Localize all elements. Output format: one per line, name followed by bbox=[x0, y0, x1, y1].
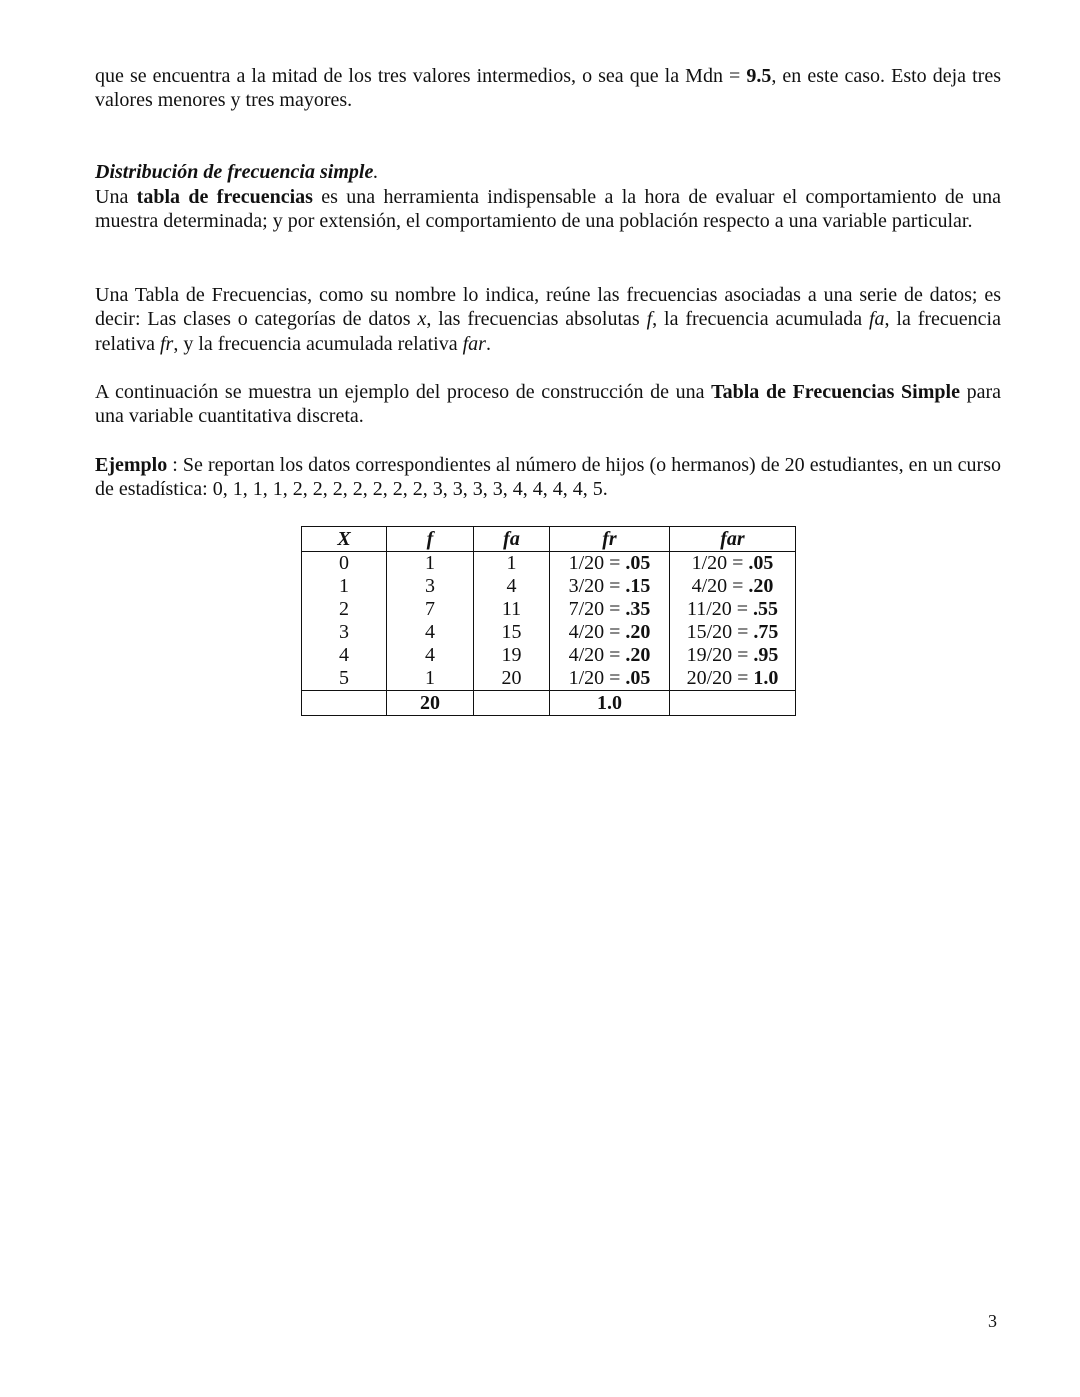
cell-f: 1 bbox=[387, 667, 474, 691]
cell-far bbox=[670, 575, 796, 598]
example-label: Ejemplo bbox=[95, 454, 168, 476]
cell-fr bbox=[550, 621, 670, 644]
value: .20 bbox=[625, 644, 651, 666]
text: , y la frecuencia acumulada relativa bbox=[173, 332, 463, 355]
table-total-row bbox=[302, 691, 796, 716]
section-heading bbox=[95, 160, 1001, 184]
value: .05 bbox=[625, 667, 651, 689]
term: far bbox=[462, 332, 486, 355]
cell-fr bbox=[550, 575, 670, 598]
fraction: 20/20 = bbox=[686, 667, 754, 689]
fraction: 15/20 = bbox=[686, 621, 754, 643]
cell-f: 4 bbox=[387, 644, 474, 667]
fraction: 4/20 = bbox=[568, 621, 626, 643]
cell-fa: 20 bbox=[474, 667, 550, 691]
cell-x: 5 bbox=[302, 667, 387, 691]
cell-fa: 4 bbox=[474, 575, 550, 598]
total-fr: 1.0 bbox=[550, 691, 670, 716]
paragraph-intro-example bbox=[95, 380, 1001, 429]
cell bbox=[670, 691, 796, 716]
cell-f: 4 bbox=[387, 621, 474, 644]
fraction: 1/20 = bbox=[568, 667, 626, 689]
bold-term: Tabla de Frecuencias Simple bbox=[711, 381, 960, 403]
text: . bbox=[485, 332, 491, 355]
page-number: 3 bbox=[988, 1311, 997, 1331]
text: Una bbox=[95, 186, 137, 208]
value: .75 bbox=[753, 621, 779, 643]
value: 1.0 bbox=[753, 667, 779, 689]
fraction: 1/20 = bbox=[568, 552, 626, 574]
value: .20 bbox=[748, 575, 774, 597]
cell-fa: 1 bbox=[474, 552, 550, 576]
header-fr: fr bbox=[550, 527, 670, 552]
text: Una Tabla de Frecuencias, como su nombre lo indica, reúne las frecuencias asociadas a una serie de datos; es decir: Las clases o categorías de datos bbox=[95, 284, 1001, 331]
cell-x: 3 bbox=[302, 621, 387, 644]
value: .35 bbox=[625, 598, 651, 620]
value: .05 bbox=[748, 552, 774, 574]
table-row bbox=[302, 598, 796, 621]
text: que se encuentra a la mitad de los tres valores intermedios, o sea que la Mdn = bbox=[95, 65, 747, 87]
text: , la frecuencia acumulada bbox=[652, 308, 869, 331]
cell-fa: 11 bbox=[474, 598, 550, 621]
text: , la frecuencia relativa bbox=[95, 308, 1001, 355]
cell-far bbox=[670, 552, 796, 576]
header-x: X bbox=[302, 527, 387, 552]
fraction: 4/20 = bbox=[691, 575, 749, 597]
term: fr bbox=[159, 332, 174, 355]
value: .15 bbox=[625, 575, 651, 597]
median-value: 9.5 bbox=[746, 65, 772, 87]
term: fa bbox=[868, 308, 885, 331]
cell-f: 3 bbox=[387, 575, 474, 598]
table-row bbox=[302, 552, 796, 576]
cell-x: 4 bbox=[302, 644, 387, 667]
value: .95 bbox=[753, 644, 779, 666]
text: , las frecuencias absolutas bbox=[426, 308, 647, 331]
cell bbox=[302, 691, 387, 716]
text: para una variable cuantitativa discreta. bbox=[95, 381, 1002, 428]
cell-f: 1 bbox=[387, 552, 474, 576]
fraction: 1/20 = bbox=[691, 552, 749, 574]
cell-far bbox=[670, 598, 796, 621]
cell-fr bbox=[550, 552, 670, 576]
fraction: 11/20 = bbox=[686, 598, 754, 620]
cell-far bbox=[670, 644, 796, 667]
cell-far bbox=[670, 667, 796, 691]
cell-fr bbox=[550, 598, 670, 621]
cell-x: 1 bbox=[302, 575, 387, 598]
heading-dot: . bbox=[373, 161, 379, 183]
cell-f: 7 bbox=[387, 598, 474, 621]
fraction: 4/20 = bbox=[568, 644, 626, 666]
cell-x: 2 bbox=[302, 598, 387, 621]
table-row bbox=[302, 621, 796, 644]
term: f bbox=[646, 308, 653, 331]
paragraph-median bbox=[95, 64, 1001, 113]
term: x bbox=[417, 308, 427, 331]
text: : Se reportan los datos correspondientes al número de hijos (o hermanos) de 20 estudiantes, en un curso de estadística: 0, 1, 1, 1, 2, 2, 2, 2, 2, 2, 2, 3, 3, 3, 3, 4, 4, 4, 4, 5. bbox=[95, 454, 1001, 501]
total-f: 20 bbox=[387, 691, 474, 716]
table-header-row bbox=[302, 527, 796, 552]
fraction: 19/20 = bbox=[686, 644, 754, 666]
cell-fr bbox=[550, 667, 670, 691]
heading-text: Distribución de frecuencia simple bbox=[95, 161, 374, 183]
table-row bbox=[302, 644, 796, 667]
bold-term: tabla de frecuencias bbox=[136, 186, 313, 208]
frequency-table bbox=[301, 526, 796, 716]
fraction: 3/20 = bbox=[568, 575, 626, 597]
cell-fa: 15 bbox=[474, 621, 550, 644]
cell-fr bbox=[550, 644, 670, 667]
fraction: 7/20 = bbox=[568, 598, 626, 620]
cell-fa: 19 bbox=[474, 644, 550, 667]
cell bbox=[474, 691, 550, 716]
table-row bbox=[302, 575, 796, 598]
value: .20 bbox=[625, 621, 651, 643]
header-f: f bbox=[387, 527, 474, 552]
text: A continuación se muestra un ejemplo del proceso de construcción de una bbox=[95, 381, 712, 403]
paragraph-definition bbox=[95, 185, 1001, 234]
header-fa: fa bbox=[474, 527, 550, 552]
cell-far bbox=[670, 621, 796, 644]
text: es una herramienta indispensable a la hora de evaluar el comportamiento de una muestra determinada; y por extensión, el comportamiento de una población respecto a una variable particular. bbox=[95, 186, 1001, 233]
paragraph-components bbox=[95, 283, 1001, 356]
value: .05 bbox=[625, 552, 651, 574]
value: .55 bbox=[753, 598, 779, 620]
paragraph-example bbox=[95, 453, 1001, 502]
cell-x: 0 bbox=[302, 552, 387, 576]
header-far: far bbox=[670, 527, 796, 552]
text: , en este caso. Esto deja tres valores menores y tres mayores. bbox=[95, 65, 1001, 112]
table-row bbox=[302, 667, 796, 691]
